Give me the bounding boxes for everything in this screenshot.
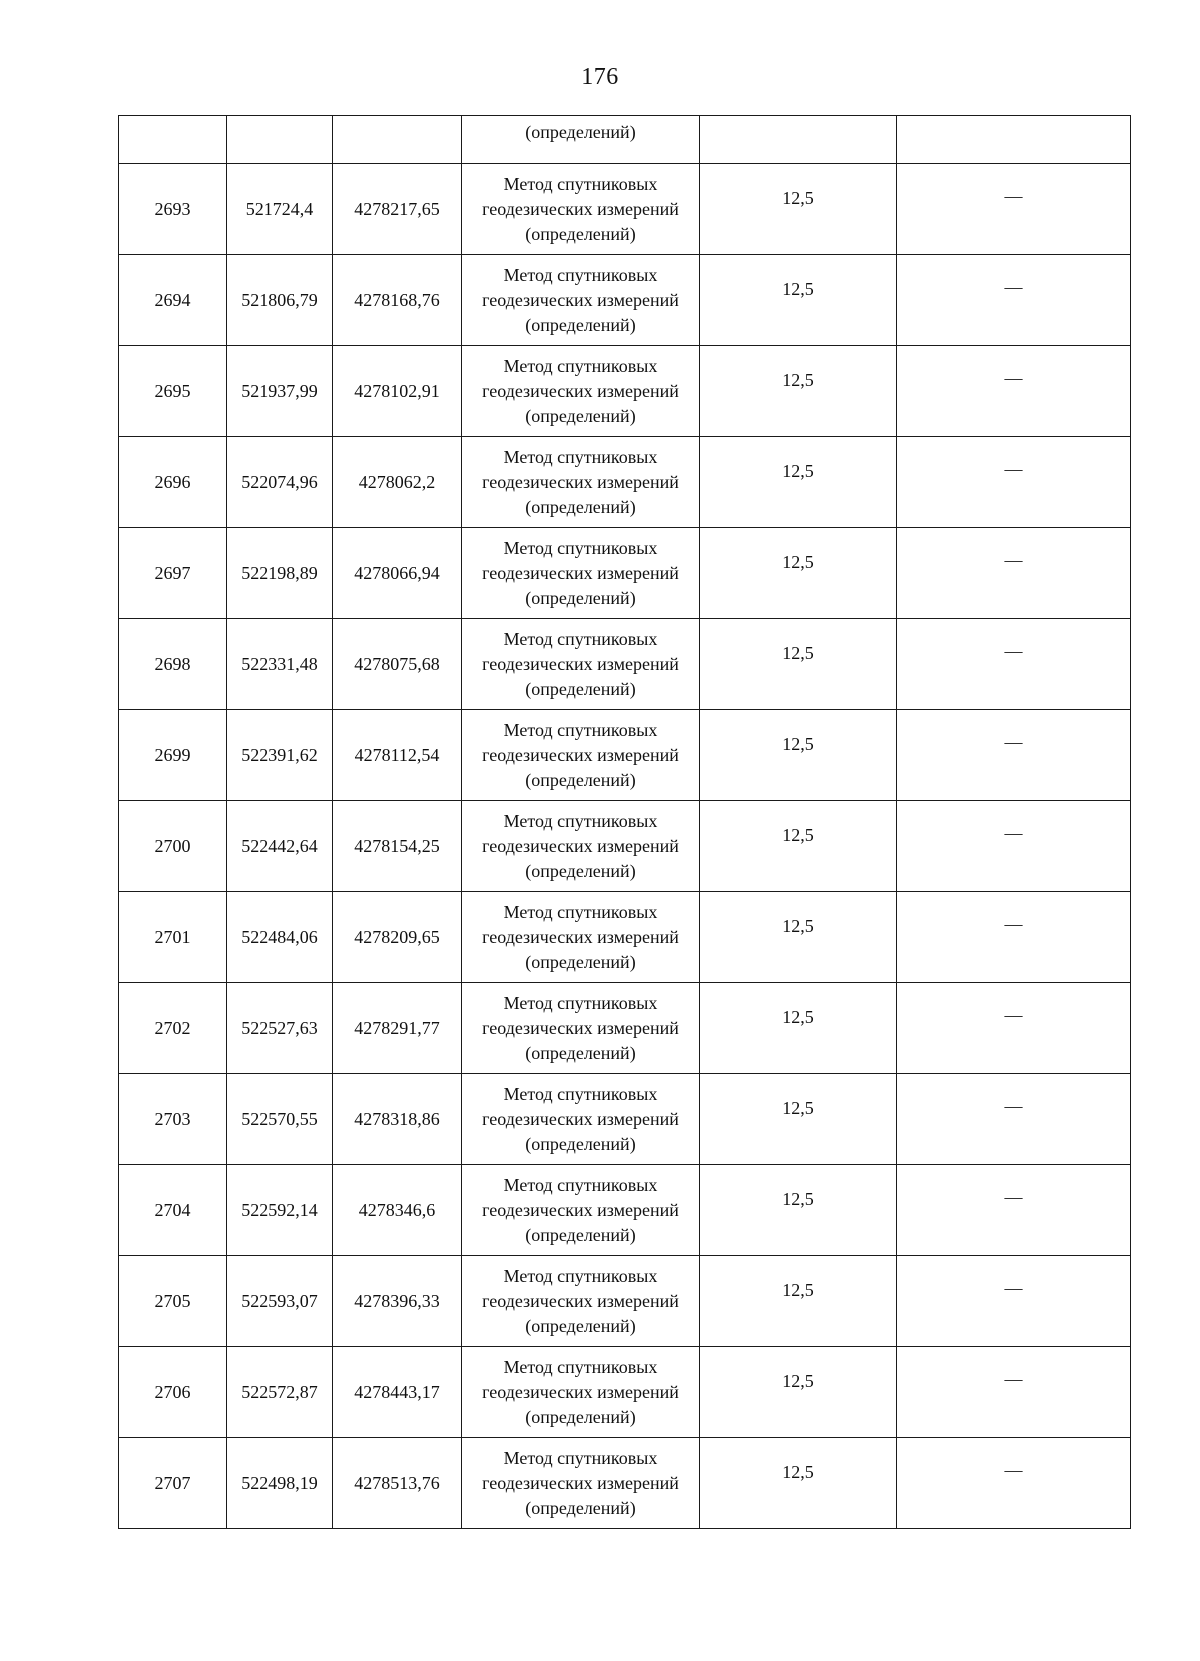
method-cell (462, 892, 700, 983)
x-coordinate-cell: 522442,64 (227, 801, 333, 892)
note-value: — (1004, 1187, 1023, 1207)
table-row (119, 164, 1131, 255)
point-number-cell: 2699 (119, 710, 227, 801)
point-number-cell: 2703 (119, 1074, 227, 1165)
method-line: геодезических измерений (482, 198, 679, 219)
y-coordinate-cell: 4278112,54 (333, 710, 462, 801)
method-line: (определений) (525, 1133, 636, 1154)
method-line: Метод спутниковых (503, 992, 658, 1013)
method-line: (определений) (525, 1042, 636, 1063)
continuation-cell-x (227, 116, 333, 164)
precision-value: 12,5 (782, 734, 814, 754)
precision-value: 12,5 (782, 1371, 814, 1391)
precision-cell (700, 164, 897, 255)
point-number-cell: 2694 (119, 255, 227, 346)
method-cell (462, 710, 700, 801)
precision-value: 12,5 (782, 1280, 814, 1300)
precision-value: 12,5 (782, 1189, 814, 1209)
method-line: (определений) (525, 223, 636, 244)
x-coordinate-cell: 522498,19 (227, 1438, 333, 1529)
method-line: геодезических измерений (482, 653, 679, 674)
method-line: геодезических измерений (482, 289, 679, 310)
precision-cell (700, 1165, 897, 1256)
method-cell (462, 528, 700, 619)
method-line: геодезических измерений (482, 380, 679, 401)
precision-value: 12,5 (782, 1098, 814, 1118)
precision-cell (700, 892, 897, 983)
method-line: (определений) (525, 951, 636, 972)
table-row (119, 1074, 1131, 1165)
note-value: — (1004, 1460, 1023, 1480)
x-coordinate-cell: 522331,48 (227, 619, 333, 710)
table-row (119, 1256, 1131, 1347)
note-cell (897, 1256, 1131, 1347)
continuation-cell-y (333, 116, 462, 164)
note-cell (897, 1165, 1131, 1256)
method-line: геодезических измерений (482, 1108, 679, 1129)
continuation-row (119, 116, 1131, 164)
table-row (119, 255, 1131, 346)
note-cell (897, 255, 1131, 346)
method-cell (462, 1256, 700, 1347)
method-line: Метод спутниковых (503, 628, 658, 649)
note-cell (897, 619, 1131, 710)
precision-value: 12,5 (782, 370, 814, 390)
note-value: — (1004, 1369, 1023, 1389)
method-line: Метод спутниковых (503, 537, 658, 558)
method-line: геодезических измерений (482, 471, 679, 492)
x-coordinate-cell: 522484,06 (227, 892, 333, 983)
coordinates-table (118, 115, 1131, 1529)
precision-cell (700, 801, 897, 892)
table-row (119, 801, 1131, 892)
method-line: геодезических измерений (482, 1199, 679, 1220)
table-row (119, 619, 1131, 710)
x-coordinate-cell: 522074,96 (227, 437, 333, 528)
precision-cell (700, 1347, 897, 1438)
table-row (119, 1438, 1131, 1529)
point-number-cell: 2701 (119, 892, 227, 983)
y-coordinate-cell: 4278075,68 (333, 619, 462, 710)
point-number-cell: 2700 (119, 801, 227, 892)
table-row (119, 528, 1131, 619)
precision-cell (700, 346, 897, 437)
note-value: — (1004, 641, 1023, 661)
note-value: — (1004, 368, 1023, 388)
precision-cell (700, 255, 897, 346)
method-cell (462, 1438, 700, 1529)
page-number: 176 (581, 64, 619, 90)
method-line: (определений) (525, 1406, 636, 1427)
method-line: геодезических измерений (482, 562, 679, 583)
point-number-cell: 2707 (119, 1438, 227, 1529)
x-coordinate-cell: 522570,55 (227, 1074, 333, 1165)
method-line: геодезических измерений (482, 835, 679, 856)
note-cell (897, 1074, 1131, 1165)
method-cell (462, 437, 700, 528)
x-coordinate-cell: 522572,87 (227, 1347, 333, 1438)
note-value: — (1004, 186, 1023, 206)
method-line: Метод спутниковых (503, 719, 658, 740)
note-value: — (1004, 277, 1023, 297)
precision-cell (700, 437, 897, 528)
x-coordinate-cell: 521806,79 (227, 255, 333, 346)
table-row (119, 892, 1131, 983)
x-coordinate-cell: 521724,4 (227, 164, 333, 255)
method-line: Метод спутниковых (503, 264, 658, 285)
note-cell (897, 892, 1131, 983)
y-coordinate-cell: 4278443,17 (333, 1347, 462, 1438)
note-value: — (1004, 732, 1023, 752)
precision-value: 12,5 (782, 1007, 814, 1027)
y-coordinate-cell: 4278346,6 (333, 1165, 462, 1256)
method-line: (определений) (525, 1497, 636, 1518)
precision-cell (700, 528, 897, 619)
point-number-cell: 2705 (119, 1256, 227, 1347)
point-number-cell: 2693 (119, 164, 227, 255)
method-line: (определений) (525, 678, 636, 699)
note-cell (897, 346, 1131, 437)
note-value: — (1004, 1096, 1023, 1116)
table-row (119, 346, 1131, 437)
method-line: Метод спутниковых (503, 1356, 658, 1377)
table-row (119, 710, 1131, 801)
y-coordinate-cell: 4278102,91 (333, 346, 462, 437)
point-number-cell: 2695 (119, 346, 227, 437)
continuation-cell-point (119, 116, 227, 164)
method-cell (462, 346, 700, 437)
method-line: геодезических измерений (482, 1290, 679, 1311)
table-row (119, 437, 1131, 528)
method-line: геодезических измерений (482, 744, 679, 765)
continuation-cell-precision (700, 116, 897, 164)
note-value: — (1004, 1005, 1023, 1025)
method-line: геодезических измерений (482, 1472, 679, 1493)
x-coordinate-cell: 522198,89 (227, 528, 333, 619)
y-coordinate-cell: 4278513,76 (333, 1438, 462, 1529)
method-line: Метод спутниковых (503, 810, 658, 831)
x-coordinate-cell: 522527,63 (227, 983, 333, 1074)
precision-value: 12,5 (782, 552, 814, 572)
method-line: Метод спутниковых (503, 1083, 658, 1104)
x-coordinate-cell: 522391,62 (227, 710, 333, 801)
note-cell (897, 528, 1131, 619)
point-number-cell: 2702 (119, 983, 227, 1074)
table-row (119, 983, 1131, 1074)
note-cell (897, 437, 1131, 528)
method-line: (определений) (525, 587, 636, 608)
method-line: (определений) (525, 1315, 636, 1336)
precision-cell (700, 1074, 897, 1165)
method-line: Метод спутниковых (503, 901, 658, 922)
precision-value: 12,5 (782, 825, 814, 845)
method-cell (462, 983, 700, 1074)
y-coordinate-cell: 4278217,65 (333, 164, 462, 255)
point-number-cell: 2698 (119, 619, 227, 710)
method-cell (462, 1347, 700, 1438)
y-coordinate-cell: 4278062,2 (333, 437, 462, 528)
method-line: Метод спутниковых (503, 1174, 658, 1195)
method-cell (462, 164, 700, 255)
note-value: — (1004, 823, 1023, 843)
precision-value: 12,5 (782, 916, 814, 936)
method-line: геодезических измерений (482, 926, 679, 947)
y-coordinate-cell: 4278154,25 (333, 801, 462, 892)
method-line: Метод спутниковых (503, 1447, 658, 1468)
method-line: Метод спутниковых (503, 1265, 658, 1286)
precision-cell (700, 619, 897, 710)
table-row (119, 1347, 1131, 1438)
method-cell (462, 619, 700, 710)
x-coordinate-cell: 522592,14 (227, 1165, 333, 1256)
note-value: — (1004, 459, 1023, 479)
precision-value: 12,5 (782, 1462, 814, 1482)
precision-cell (700, 1256, 897, 1347)
y-coordinate-cell: 4278318,86 (333, 1074, 462, 1165)
method-line: геодезических измерений (482, 1381, 679, 1402)
note-cell (897, 1438, 1131, 1529)
method-line: (определений) (525, 769, 636, 790)
method-cell (462, 1074, 700, 1165)
point-number-cell: 2706 (119, 1347, 227, 1438)
note-cell (897, 801, 1131, 892)
point-number-cell: 2697 (119, 528, 227, 619)
continuation-cell-method (462, 116, 700, 164)
method-line: (определений) (525, 1224, 636, 1245)
method-line: (определений) (525, 496, 636, 517)
precision-value: 12,5 (782, 188, 814, 208)
precision-value: 12,5 (782, 643, 814, 663)
precision-value: 12,5 (782, 279, 814, 299)
table-body (119, 116, 1131, 1529)
x-coordinate-cell: 522593,07 (227, 1256, 333, 1347)
note-value: — (1004, 550, 1023, 570)
y-coordinate-cell: 4278066,94 (333, 528, 462, 619)
method-line: геодезических измерений (482, 1017, 679, 1038)
method-line: Метод спутниковых (503, 173, 658, 194)
point-number-cell: 2704 (119, 1165, 227, 1256)
continuation-text: (определений) (525, 122, 636, 142)
y-coordinate-cell: 4278396,33 (333, 1256, 462, 1347)
continuation-cell-note (897, 116, 1131, 164)
precision-value: 12,5 (782, 461, 814, 481)
method-cell (462, 255, 700, 346)
method-cell (462, 1165, 700, 1256)
method-line: Метод спутниковых (503, 446, 658, 467)
method-cell (462, 801, 700, 892)
note-cell (897, 1347, 1131, 1438)
precision-cell (700, 710, 897, 801)
precision-cell (700, 1438, 897, 1529)
y-coordinate-cell: 4278168,76 (333, 255, 462, 346)
method-line: Метод спутниковых (503, 355, 658, 376)
y-coordinate-cell: 4278209,65 (333, 892, 462, 983)
method-line: (определений) (525, 405, 636, 426)
method-line: (определений) (525, 314, 636, 335)
table-row (119, 1165, 1131, 1256)
method-line: (определений) (525, 860, 636, 881)
y-coordinate-cell: 4278291,77 (333, 983, 462, 1074)
note-cell (897, 164, 1131, 255)
point-number-cell: 2696 (119, 437, 227, 528)
note-cell (897, 710, 1131, 801)
note-value: — (1004, 914, 1023, 934)
note-cell (897, 983, 1131, 1074)
note-value: — (1004, 1278, 1023, 1298)
precision-cell (700, 983, 897, 1074)
x-coordinate-cell: 521937,99 (227, 346, 333, 437)
